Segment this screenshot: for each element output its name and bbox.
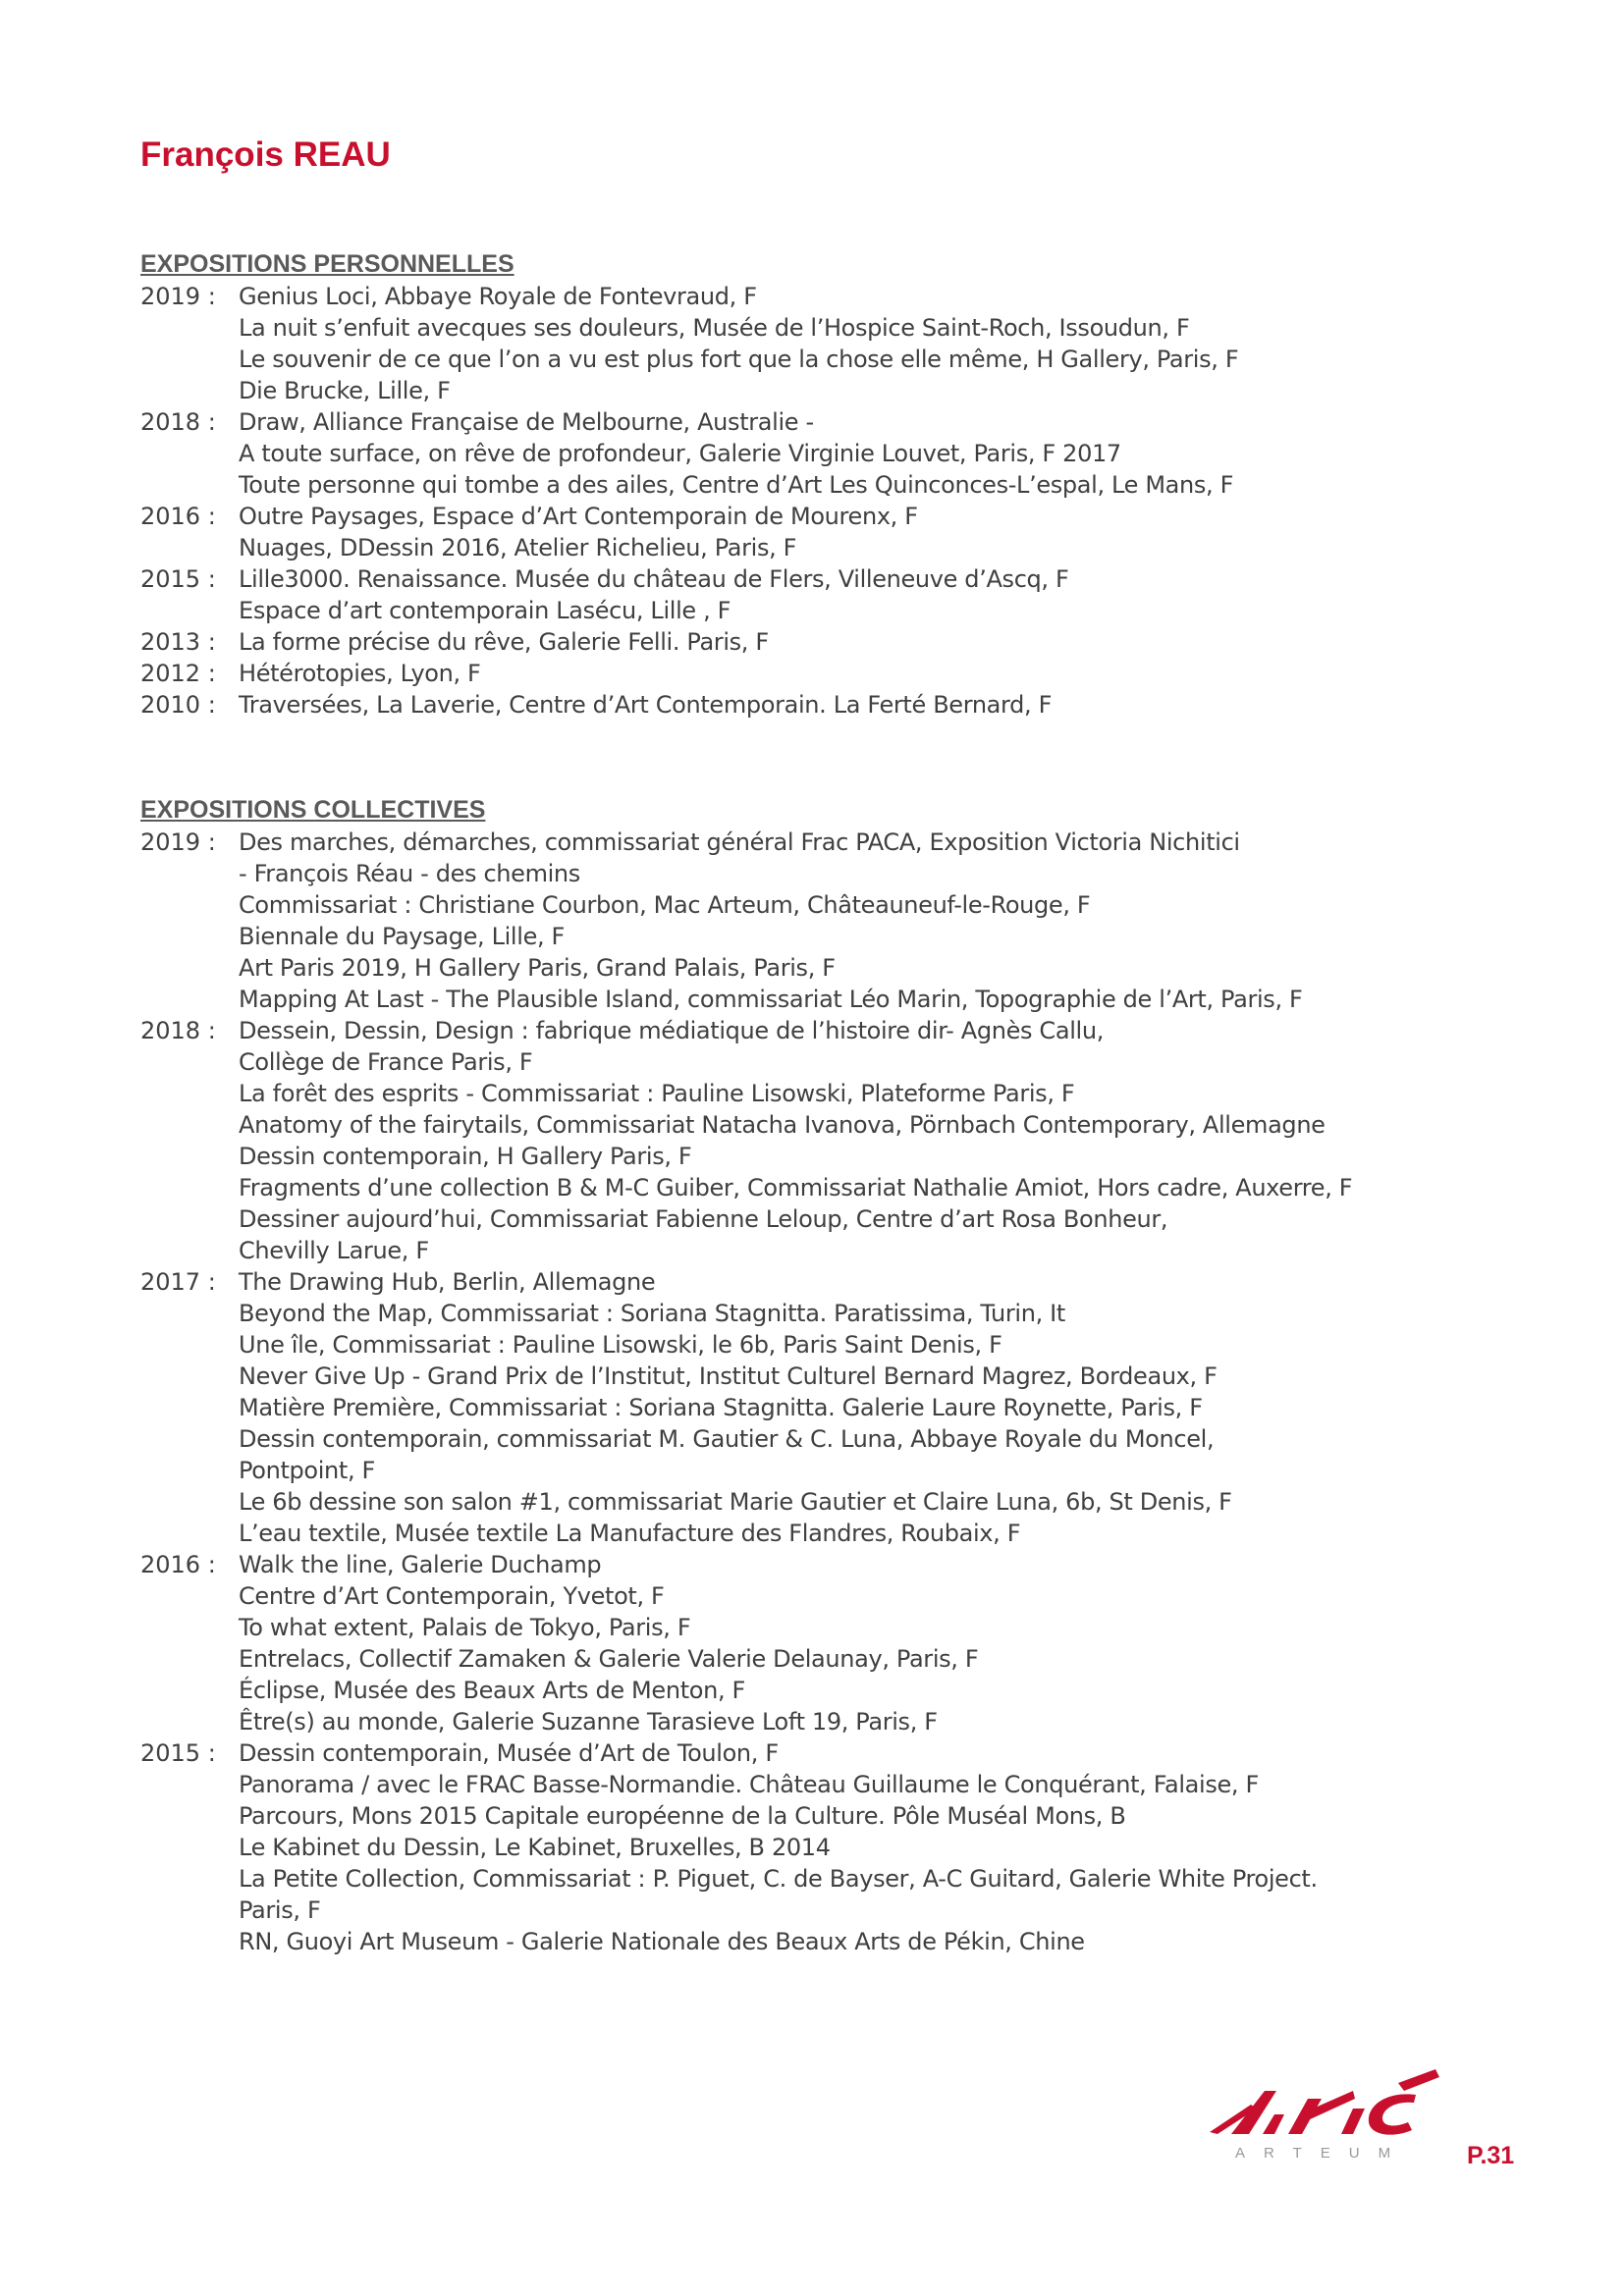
section-heading: EXPOSITIONS COLLECTIVES: [140, 796, 486, 824]
exhibition-year: 2019 :: [140, 828, 216, 856]
exhibition-entry: Centre d’Art Contemporain, Yvetot, F: [239, 1582, 665, 1610]
exhibition-entry: Chevilly Larue, F: [239, 1237, 429, 1264]
exhibition-entry: - François Réau - des chemins: [239, 860, 580, 887]
exhibition-year: 2015 :: [140, 1739, 216, 1767]
exhibition-entry: The Drawing Hub, Berlin, Allemagne: [239, 1268, 656, 1296]
exhibition-year: 2010 :: [140, 691, 216, 719]
exhibition-entry: Matière Première, Commissariat : Soriana Stagnitta. Galerie Laure Roynette, Paris, F: [239, 1394, 1203, 1421]
exhibition-year: 2016 :: [140, 1551, 216, 1578]
exhibition-entry: Biennale du Paysage, Lille, F: [239, 923, 565, 950]
exhibition-entry: La forêt des esprits - Commissariat : Pauline Lisowski, Plateforme Paris, F: [239, 1080, 1075, 1107]
exhibition-entry: L’eau textile, Musée textile La Manufacture des Flandres, Roubaix, F: [239, 1520, 1021, 1547]
exhibition-year: 2015 :: [140, 565, 216, 593]
exhibition-entry: Never Give Up - Grand Prix de l’Institut, Institut Culturel Bernard Magrez, Bordeaux, F: [239, 1362, 1218, 1390]
exhibition-year-group: [140, 281, 1535, 406]
exhibition-entry: Le 6b dessine son salon #1, commissariat Marie Gautier et Claire Luna, 6b, St Denis, F: [239, 1488, 1232, 1516]
exhibition-entry: Mapping At Last - The Plausible Island, commissariat Léo Marin, Topographie de l’Art, Paris, F: [239, 986, 1303, 1013]
exhibition-year-group: [140, 1015, 1535, 1266]
exhibition-year-group: [140, 827, 1535, 1015]
exhibition-entry: RN, Guoyi Art Museum - Galerie Nationale des Beaux Arts de Pékin, Chine: [239, 1928, 1085, 1955]
exhibition-entry: Paris, F: [239, 1896, 321, 1924]
exhibition-entry: Dessiner aujourd’hui, Commissariat Fabienne Leloup, Centre d’art Rosa Bonheur,: [239, 1205, 1168, 1233]
page-title: François REAU: [140, 135, 391, 174]
exhibition-entries: [239, 626, 1535, 658]
exhibition-year-group: [140, 1737, 1535, 1957]
exhibition-year: 2016 :: [140, 503, 216, 530]
exhibition-entry: Éclipse, Musée des Beaux Arts de Menton, F: [239, 1677, 745, 1704]
exhibition-entry: Être(s) au monde, Galerie Suzanne Tarasieve Loft 19, Paris, F: [239, 1708, 938, 1735]
exhibition-list: [140, 827, 1535, 1957]
exhibition-entry: Genius Loci, Abbaye Royale de Fontevraud, F: [239, 283, 757, 310]
exhibition-entry: Pontpoint, F: [239, 1457, 375, 1484]
exhibition-entries: [239, 1737, 1535, 1957]
exhibition-entries: [239, 1015, 1535, 1266]
exhibition-entry: Lille3000. Renaissance. Musée du château de Flers, Villeneuve d’Ascq, F: [239, 565, 1069, 593]
exhibition-entries: [239, 563, 1535, 626]
exhibition-entry: Traversées, La Laverie, Centre d’Art Contemporain. La Ferté Bernard, F: [239, 691, 1053, 719]
exhibition-entry: Anatomy of the fairytails, Commissariat Natacha Ivanova, Pörnbach Contemporary, Allemagne: [239, 1111, 1326, 1139]
exhibition-entry: Hétérotopies, Lyon, F: [239, 660, 481, 687]
exhibition-entry: Collège de France Paris, F: [239, 1048, 533, 1076]
exhibition-entry: Des marches, démarches, commissariat général Frac PACA, Exposition Victoria Nichitici: [239, 828, 1240, 856]
exhibition-entry: Panorama / avec le FRAC Basse-Normandie. Château Guillaume le Conquérant, Falaise, F: [239, 1771, 1259, 1798]
exhibition-year-group: [140, 1549, 1535, 1737]
exhibition-entries: [239, 406, 1535, 501]
exhibition-entries: [239, 658, 1535, 689]
exhibition-entry: To what extent, Palais de Tokyo, Paris, F: [239, 1614, 691, 1641]
exhibition-year-group: [140, 501, 1535, 563]
exhibition-year-group: [140, 658, 1535, 689]
exhibition-entry: La forme précise du rêve, Galerie Felli. Paris, F: [239, 628, 769, 656]
exhibition-entry: Nuages, DDessin 2016, Atelier Richelieu, Paris, F: [239, 534, 797, 561]
exhibition-entry: Beyond the Map, Commissariat : Soriana Stagnitta. Paratissima, Turin, It: [239, 1300, 1065, 1327]
exhibition-entries: [239, 827, 1535, 1015]
exhibition-entry: Art Paris 2019, H Gallery Paris, Grand Palais, Paris, F: [239, 954, 836, 982]
exhibition-year: 2018 :: [140, 1017, 216, 1044]
exhibition-entry: Fragments d’une collection B & M-C Guiber, Commissariat Nathalie Amiot, Hors cadre, Auxerre, F: [239, 1174, 1353, 1201]
section-group-exhibitions: [140, 793, 1535, 1957]
exhibition-year: 2018 :: [140, 408, 216, 436]
exhibition-entry: Dessin contemporain, H Gallery Paris, F: [239, 1143, 692, 1170]
exhibition-entries: [239, 1266, 1535, 1549]
exhibition-entry: Dessin contemporain, commissariat M. Gautier & C. Luna, Abbaye Royale du Moncel,: [239, 1425, 1215, 1453]
exhibition-entries: [239, 1549, 1535, 1737]
section-personal-exhibitions: [140, 247, 1535, 721]
page-number: P.31: [1467, 2142, 1515, 2169]
exhibition-entry: Parcours, Mons 2015 Capitale européenne de la Culture. Pôle Muséal Mons, B: [239, 1802, 1126, 1830]
exhibition-year: 2012 :: [140, 660, 216, 687]
exhibition-entry: Espace d’art contemporain Lasécu, Lille , F: [239, 597, 731, 624]
exhibition-entry: Dessein, Dessin, Design : fabrique médiatique de l’histoire dir- Agnès Callu,: [239, 1017, 1104, 1044]
logo-wordmark: ARTEUM: [1235, 2145, 1410, 2162]
exhibition-year-group: [140, 563, 1535, 626]
exhibition-list: [140, 281, 1535, 721]
exhibition-entry: Toute personne qui tombe a des ailes, Centre d’Art Les Quinconces-L’espal, Le Mans, F: [239, 471, 1234, 499]
exhibition-entry: Die Brucke, Lille, F: [239, 377, 451, 404]
exhibition-year-group: [140, 626, 1535, 658]
exhibition-entry: Dessin contemporain, Musée d’Art de Toulon, F: [239, 1739, 779, 1767]
exhibition-year-group: [140, 1266, 1535, 1549]
exhibition-entry: Le souvenir de ce que l’on a vu est plus fort que la chose elle même, H Gallery, Paris, F: [239, 346, 1239, 373]
exhibition-entry: Commissariat : Christiane Courbon, Mac Arteum, Châteauneuf-le-Rouge, F: [239, 891, 1091, 919]
exhibition-entry: A toute surface, on rêve de profondeur, Galerie Virginie Louvet, Paris, F 2017: [239, 440, 1121, 467]
exhibition-year: 2017 :: [140, 1268, 216, 1296]
exhibition-entry: Walk the line, Galerie Duchamp: [239, 1551, 602, 1578]
section-heading: EXPOSITIONS PERSONNELLES: [140, 250, 514, 278]
exhibition-entry: Le Kabinet du Dessin, Le Kabinet, Bruxelles, B 2014: [239, 1834, 831, 1861]
exhibition-entry: La nuit s’enfuit avecques ses douleurs, Musée de l’Hospice Saint-Roch, Issoudun, F: [239, 314, 1190, 342]
exhibition-entry: La Petite Collection, Commissariat : P. Piguet, C. de Bayser, A-C Guitard, Galerie White Project.: [239, 1865, 1318, 1893]
exhibition-year-group: [140, 689, 1535, 721]
exhibition-entry: Une île, Commissariat : Pauline Lisowski, le 6b, Paris Saint Denis, F: [239, 1331, 1002, 1359]
exhibition-entries: [239, 281, 1535, 406]
exhibition-year: 2013 :: [140, 628, 216, 656]
exhibition-year-group: [140, 406, 1535, 501]
exhibition-year: 2019 :: [140, 283, 216, 310]
exhibition-entries: [239, 501, 1535, 563]
exhibition-entries: [239, 689, 1535, 721]
exhibition-entry: Outre Paysages, Espace d’Art Contemporain de Mourenx, F: [239, 503, 918, 530]
exhibition-entry: Draw, Alliance Française de Melbourne, Australie -: [239, 408, 814, 436]
exhibition-entry: Entrelacs, Collectif Zamaken & Galerie Valerie Delaunay, Paris, F: [239, 1645, 979, 1673]
